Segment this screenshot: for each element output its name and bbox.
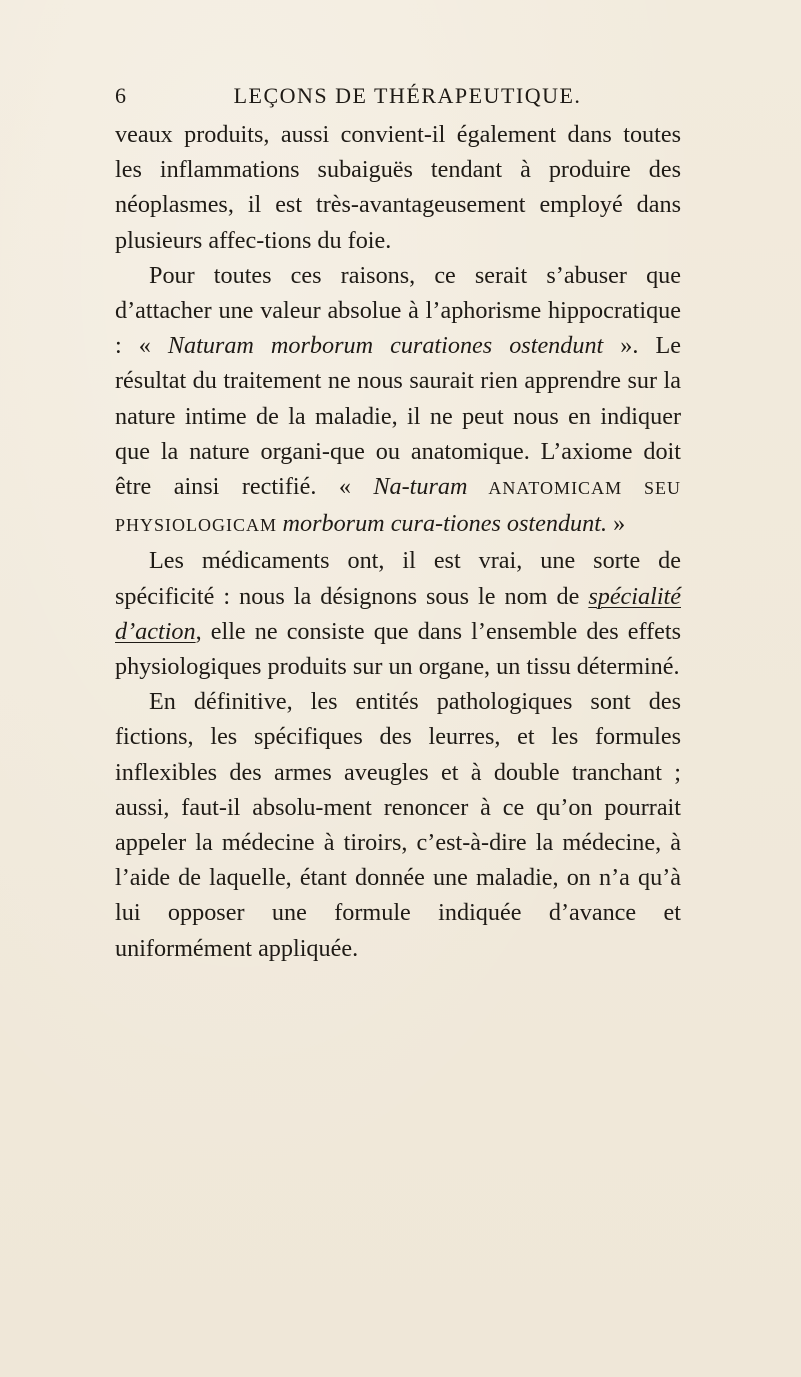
running-head xyxy=(115,80,680,112)
text-segment: » xyxy=(607,510,626,538)
text-segment: En définitive, les entités pathologiques sont des fictions, les spécifiques des leurres, et les formules inflexibles des armes aveugles et à double tranchant ; aussi, faut-il absolu-ment renoncer à ce qu’on pourrait appeler la médecine à tiroirs, c’est-à-dire la médecine, à l’aide de laquelle, étant donnée une maladie, on n’a qu’à lui opposer une formule indiquée d’avance et uniformément appliquée. xyxy=(115,688,681,962)
latin-rectified-end: morborum cura-tiones ostendunt. xyxy=(282,510,608,538)
latin-rectified-start: Na-turam xyxy=(373,473,468,501)
page-number: 6 xyxy=(115,83,128,108)
latin-aphorism: Naturam morborum curationes ostendunt xyxy=(167,332,604,360)
paragraph-1 xyxy=(115,117,681,258)
text-segment: , elle ne consiste que dans l’ensemble des effets physiologiques produits sur un organe, un tissu déterminé. xyxy=(115,617,681,681)
text-segment: veaux produits, aussi convient-il également dans toutes les inflammations subaiguës tendant à produire des néoplasmes, il est très-avantageusement employé dans plusieurs affec-tions du foie. xyxy=(115,121,681,254)
term-specialite-daction: spécialité d’action xyxy=(115,582,681,645)
text-segment: Pour toutes ces raisons, ce serait s’abuser que d’attacher une valeur absolue à l’aphorisme hippocratique : « xyxy=(115,261,681,360)
paragraph-2 xyxy=(115,258,681,544)
latin-smallcaps: ANATOMICAM SEU PHYSIOLOGICAM xyxy=(115,478,681,536)
body-text xyxy=(115,117,681,966)
paragraph-4 xyxy=(115,684,681,966)
paragraph-3 xyxy=(115,543,681,684)
running-title: LEÇONS DE THÉRAPEUTIQUE. xyxy=(233,83,582,108)
text-segment: Les médicaments ont, il est vrai, une sorte de spécificité : nous la désignons sous le nom de xyxy=(115,547,681,610)
text-segment: ». Le résultat du traitement ne nous saurait rien apprendre sur la nature intime de la maladie, il ne peut nous en indiquer que la nature organi-que ou anatomique. L’axiome doit être ainsi rectifié. « xyxy=(115,332,681,501)
